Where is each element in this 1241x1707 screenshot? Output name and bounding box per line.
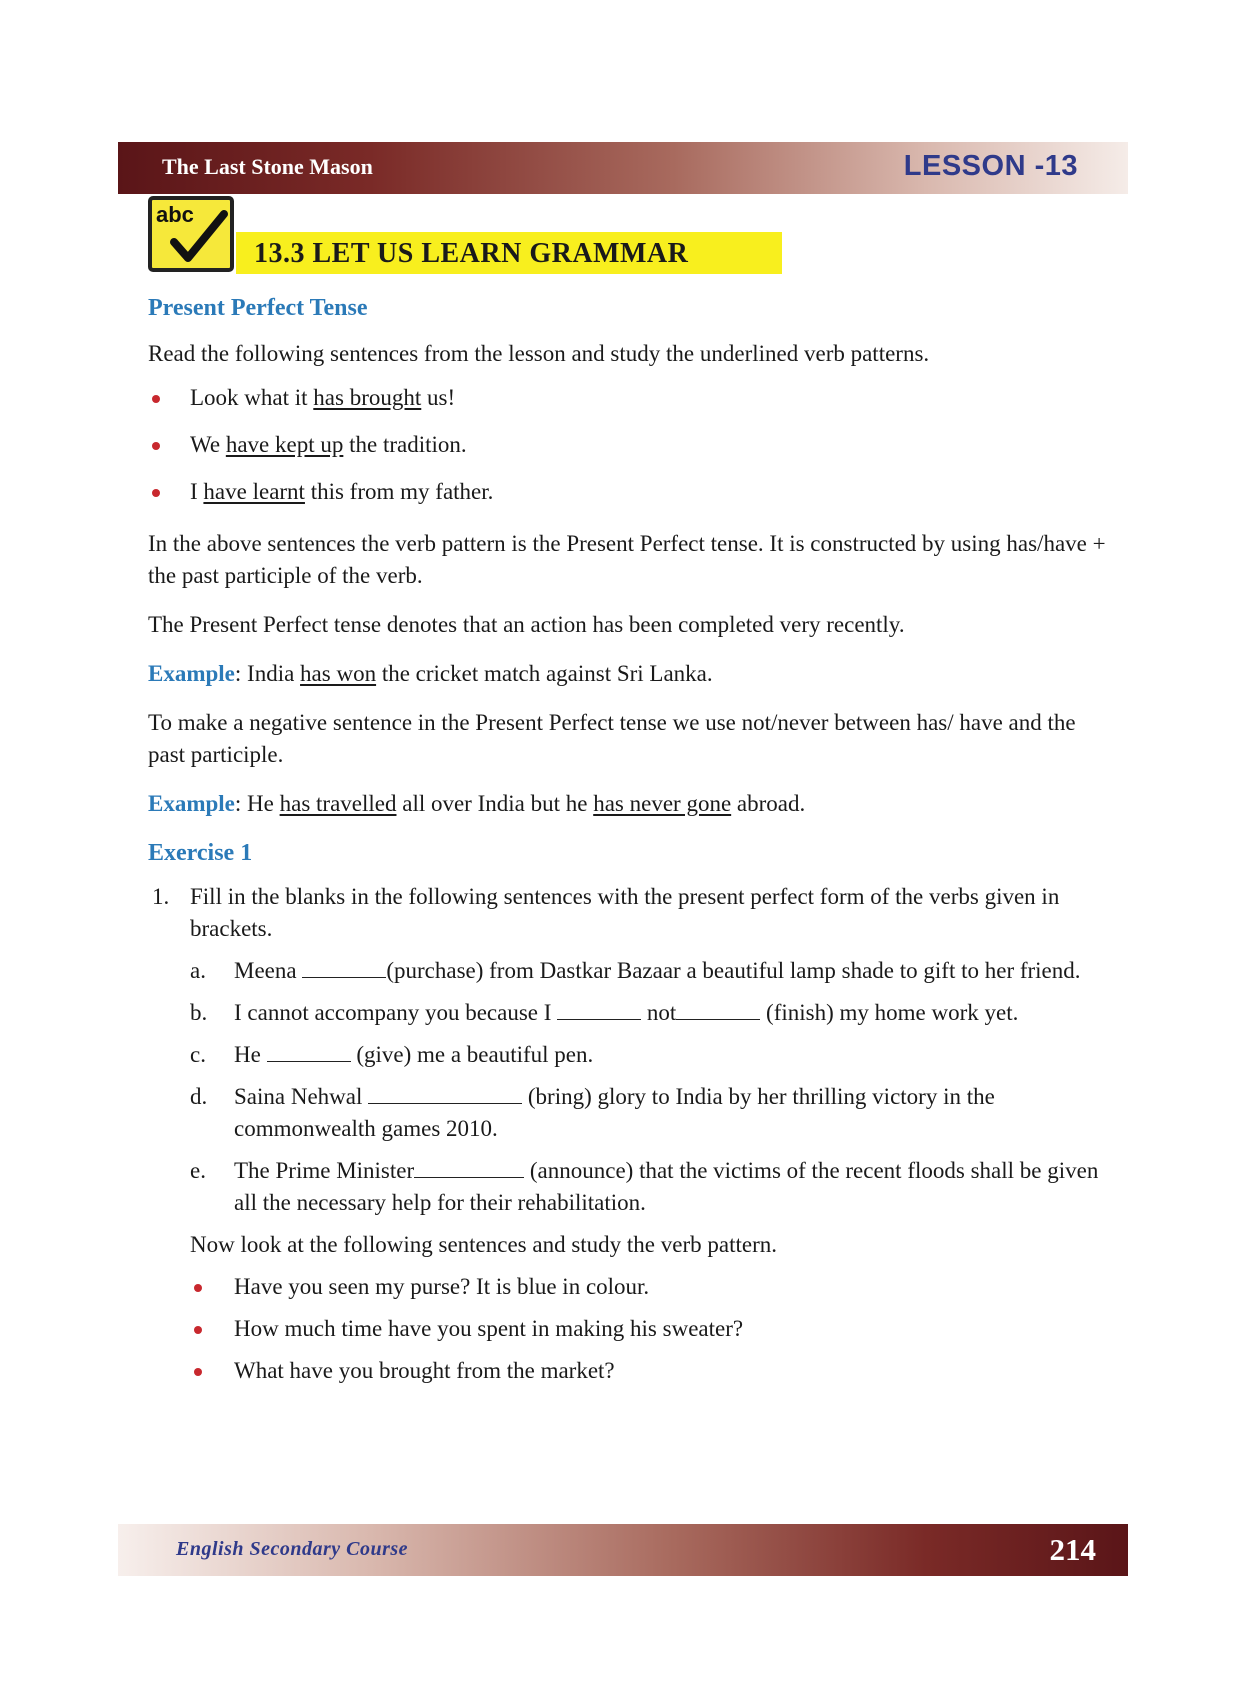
checkmark-icon xyxy=(160,208,230,268)
exercise-item: c. He (give) me a beautiful pen. xyxy=(148,1039,1108,1071)
section-banner xyxy=(236,232,782,274)
exercise-heading: Exercise 1 xyxy=(148,840,253,866)
topic-heading: Present Perfect Tense xyxy=(148,295,368,321)
page-content xyxy=(148,292,1108,1387)
explanation-paragraph: In the above sentences the verb pattern is the Present Perfect tense. It is constructed by using has/have + the past participle of the verb. xyxy=(148,531,1106,588)
example-sentence-list xyxy=(148,382,1108,508)
exercise-item: a. Meena (purchase) from Dastkar Bazaar a beautiful lamp shade to gift to her friend. xyxy=(148,955,1108,987)
answer-blank[interactable] xyxy=(414,1155,524,1178)
exercise-instruction: 1. Fill in the blanks in the following sentences with the present perfect form of the verbs given in brackets. xyxy=(152,884,1060,941)
list-item: What have you brought from the market? xyxy=(148,1355,1108,1387)
list-item: Have you seen my purse? It is blue in colour. xyxy=(148,1271,1108,1303)
exercise-item: d. Saina Nehwal (bring) glory to India by her thrilling victory in the commonwealth games 2010. xyxy=(148,1081,1108,1145)
header-band xyxy=(118,142,1128,194)
section-title: 13.3 LET US LEARN GRAMMAR xyxy=(254,238,689,269)
footer-band xyxy=(118,1524,1128,1576)
chapter-title: The Last Stone Mason xyxy=(162,154,373,179)
lesson-label: LESSON -13 xyxy=(903,150,1078,182)
answer-blank[interactable] xyxy=(302,955,386,978)
definition-paragraph: The Present Perfect tense denotes that an action has been completed very recently. xyxy=(148,612,905,637)
verb-pattern-list xyxy=(148,1271,1108,1387)
answer-blank[interactable] xyxy=(267,1039,351,1062)
list-item: Look what it has brought us! xyxy=(148,382,1108,414)
list-item: We have kept up the tradition. xyxy=(148,429,1108,461)
negative-note: To make a negative sentence in the Present Perfect tense we use not/never between has/ have and the past participle. xyxy=(148,710,1076,767)
example-line: Example: He has travelled all over India but he has never gone abroad. xyxy=(148,791,806,816)
course-title: English Secondary Course xyxy=(176,1538,409,1560)
answer-blank[interactable] xyxy=(676,997,760,1020)
abc-check-icon: abc xyxy=(148,196,234,272)
answer-blank[interactable] xyxy=(557,997,641,1020)
exercise-item: e. The Prime Minister (announce) that the victims of the recent floods shall be given all the necessary help for their rehabilitation. xyxy=(148,1155,1108,1219)
list-item: I have learnt this from my father. xyxy=(148,476,1108,508)
exercise-item: b. I cannot accompany you because I not (finish) my home work yet. xyxy=(148,997,1108,1029)
example-line: Example: India has won the cricket match against Sri Lanka. xyxy=(148,661,713,686)
intro-paragraph: Read the following sentences from the lesson and study the underlined verb patterns. xyxy=(148,341,930,366)
answer-blank[interactable] xyxy=(368,1081,522,1104)
followup-paragraph: Now look at the following sentences and study the verb pattern. xyxy=(190,1232,777,1257)
page-number: 214 xyxy=(1049,1532,1096,1567)
list-item: How much time have you spent in making his sweater? xyxy=(148,1313,1108,1345)
